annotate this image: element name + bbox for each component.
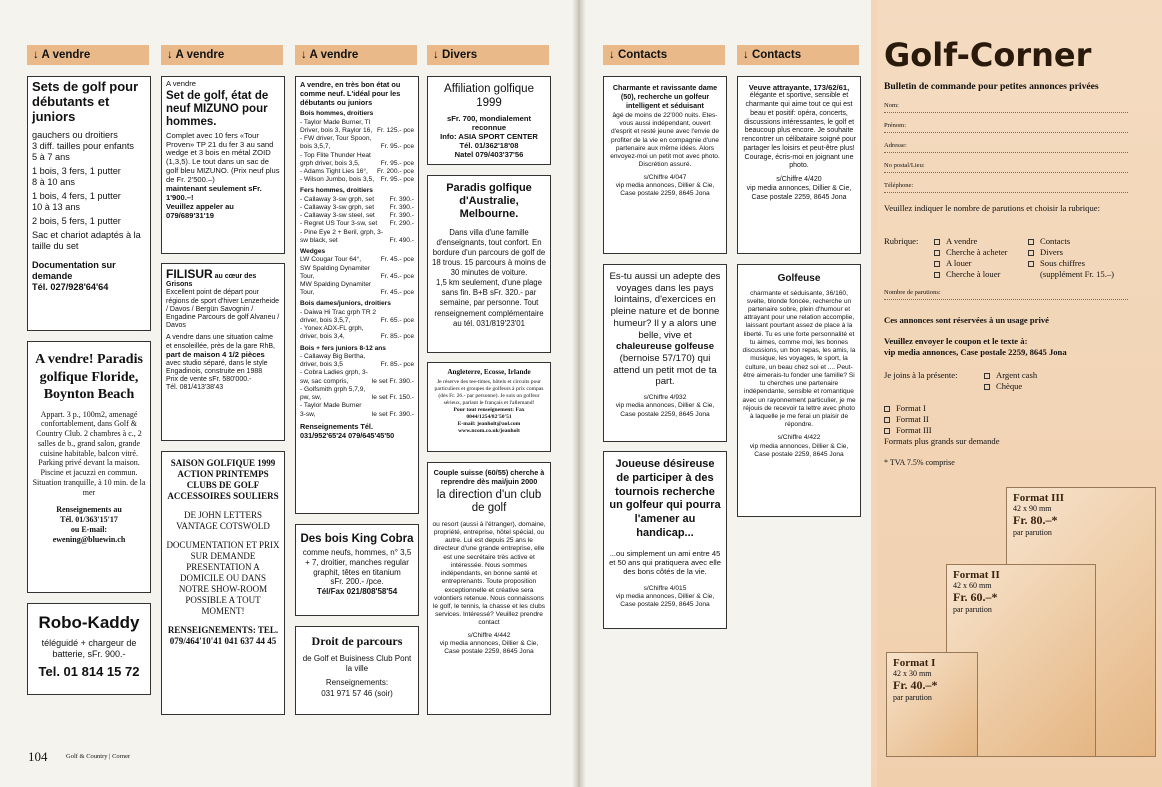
checkbox[interactable] [984,373,990,379]
ad-body: élégante et sportive, sensible et charmante qui aime tout ce qui est beau et positif: opéra, concerts, discussions intéressantes, le golf et beaucoup plus encore. Je souhaite rencontrer un célibataire soigné pour partager les loisirs et peut-être plus! Courage, écris-moi en joignant une photo. [742,92,857,170]
form-field[interactable] [884,99,1128,113]
ad-body: (bernoise 57/170) qui attend un petit mot de ta part. [613,352,717,388]
nb-parutions-field[interactable] [884,286,1128,300]
ad-body: DOCUMENTATION ET PRIX SUR DEMANDE PRESENTATION A DOMICILE OU DANS NOTRE SHOW-ROOM POSSIBLE A TOUT MOMENT! [166,539,280,616]
ad-contact: Pour tout renseignement: Fax 0044/1254/82'50'51 [453,406,525,420]
format-size: 42 x 60 mm [953,581,992,590]
list-item-price: Fr. 45.- pce [380,272,414,280]
checkbox[interactable] [884,406,890,412]
list-item-price: Fr. 390.- [389,212,414,220]
ad-body: Es-tu aussi un adepte des voyages dans les pays lointains, d'exercices en pleine nature et de bonne humeur? Il y a alors une belle, vive et [609,271,721,341]
ad-contact: Renseignements au [56,505,122,515]
ad-info: Info: ASIA SPORT CENTER [440,131,538,141]
ad-tel: Tél. 027/928'64'64 [32,282,109,293]
ad-title: SAISON GOLFIQUE 1999 ACTION PRINTEMPS CLUBS DE GOLF ACCESSOIRES SOULIERS [167,458,279,501]
list-item-name: - Callaway 3-sw grph, set [300,203,375,211]
tab-contacts-1: ↓ Contacts [603,45,725,65]
list-item [300,353,414,369]
ad-address: vip media annonces, Dillier & Cie, Case postale 2259, 8645 Jona [746,184,852,201]
list-item [300,119,414,135]
form-field-label: Adresse: [884,142,907,149]
ad-title: Set de golf, état de neuf MIZUNO pour hommes. [166,89,269,128]
form-field-label: No postal/Lieu: [884,162,925,169]
list-item [300,386,414,402]
page-gutter [572,0,586,787]
ad-contact: ou E-mail: [70,524,108,534]
form-send-1: Veuillez envoyer le coupon et le texte à: [884,336,1028,346]
ad-bold: part de maison 4 1/2 pièces [166,349,265,359]
list-item-price: Fr. 65.- pce [380,316,414,324]
list-item-price: Fr. 490.- [389,236,414,244]
ad-ref: s/Chiffre 4/047 [643,173,687,181]
list-item [300,196,414,204]
checkbox-label: Format I [896,403,926,413]
list-item-name: - Callaway Big Bertha, driver, bois 3,5 [300,352,366,369]
ad-line: 2 bois, 5 fers, 1 putter [32,216,121,227]
ad-doc: Documentation sur demande [32,260,116,282]
ad-body: Dans villa d'une famille d'enseignants, tout confort. En bordure d'un parcours de golf de 18 trous. 15 parcours à moins de 30 minutes de voiture. [432,227,546,278]
checkbox-option[interactable] [884,403,932,414]
ad-australie [427,175,551,353]
formats-note: Formats plus grands sur demande [884,436,1000,446]
checkbox-label: Sous chiffres [1040,258,1085,268]
form-field[interactable] [884,119,1128,133]
list-item [300,369,414,385]
nb-parutions-label: Nombre de parutions: [884,289,941,296]
ad-affiliation [427,76,551,165]
ad-contact: RENSEIGNEMENTS: TEL. 079/464'10'41 041 637 44 45 [167,624,279,646]
club-list [300,110,414,418]
checkbox-option[interactable] [934,236,1008,247]
checkbox-label: Cherche à acheter [946,247,1008,257]
tab-divers: ↓ Divers [427,45,549,65]
ad-ref: s/Chiffre 4/422 [777,434,821,442]
ad-body: A vendre dans une situation calme et ensoleillée, près de la gare RhB, [166,334,275,350]
ad-title: Affiliation golfique 1999 [444,83,534,109]
checkbox-label: A vendre [946,236,978,246]
ad-address: vip media annonces, Dillier & Cie, Case postale 2259, 8645 Jona [749,442,849,458]
checkbox-option[interactable] [1028,236,1114,247]
ad-website: www.ncom.co.uk/jeanholt [458,427,520,434]
ad-ref: s/Chiffre 4/442 [467,631,511,639]
list-item-name: - Daiwa Hi Trac grph TR 2 driver, bois 3,5,7, [300,308,377,324]
list-item-price: Fr. 95.- pce [380,159,414,167]
format-options [884,403,932,436]
ad-price: maintenant seulement sFr. 1'900.–! [166,184,262,203]
list-item-price: Fr. 390.- [389,195,414,203]
checkbox[interactable] [934,239,940,245]
format-size: 42 x 90 mm [1013,504,1052,513]
format-unit: par parution [953,605,992,614]
checkbox-option[interactable] [1028,247,1114,258]
list-item [300,220,414,228]
checkbox[interactable] [1028,239,1034,245]
format-name: Format III [1013,492,1065,504]
ad-joueuse [603,451,727,629]
checkbox[interactable] [884,428,890,434]
checkbox-option[interactable] [934,258,1008,269]
list-section-title: Bois dames/juniors, droitiers [300,300,391,308]
ad-address: vip media annonces, Dillier & Cie, Case postale 2259, 8645 Jona [615,402,715,418]
checkbox[interactable] [934,250,940,256]
list-item-name: - Top Flite Thunder Heat grph driver, bois 3,5, [300,151,371,167]
checkbox-option[interactable] [934,269,1008,280]
checkbox-option[interactable] [1028,269,1114,280]
ad-robo-kaddy [27,603,151,695]
ad-email: ewening@bluewin.ch [52,534,126,544]
ad-kicker: A vendre [166,79,196,88]
ad-ref: s/Chiffre 4/420 [776,176,822,184]
format-name: Format I [893,657,936,669]
ad-title: Sets de golf pour débutants et juniors [32,79,139,124]
list-section-title: Wedges [300,248,326,256]
tab-a-vendre-3: ↓ A vendre [295,45,417,65]
ad-headline: la direction d'un club de golf [436,489,542,515]
ad-mizuno [161,76,285,254]
form-subtitle: Bulletin de commande pour petites annonces privées [884,81,1099,92]
ad-address: vip media annonces, Dillier & Cie, Case postale 2259, 8645 Jona [439,639,539,656]
list-item-name: - Golfsmith grph 5,7,9, pw, sw, [300,385,366,402]
tab-a-vendre-1: ↓ A vendre [27,45,149,65]
list-item [300,152,414,168]
list-item-price: le set Fr. 390.- [371,377,414,385]
ad-title: Joueuse désireuse de participer à des tournois recherche un golfeur qui pourra l'amener au handicap... [609,458,721,539]
list-item [300,168,414,176]
tab-contacts-2: ↓ Contacts [737,45,859,65]
ad-droit-de-parcours [295,626,419,715]
checkbox-option[interactable] [984,370,1037,381]
checkbox-label: Format II [896,414,929,424]
ad-body: Appart. 3 p., 100m2, amenagé confortablement, dans Golf & Country Club. 2 chambres à c., 2 salles de b., grand salon, grande cuisine habitable, balcon vitré. Parking privé devant la maison. Piscine et jacuzzi en commun. Situation tranquille, à 10 min. de la mer [32,409,146,497]
ad-contact: Renseignements: [325,678,389,688]
ad-tel: Tel. 01 814 15 72 [38,663,140,679]
checkbox-label: A louer [946,258,972,268]
list-item-price: Fr. 290.- [389,220,414,228]
list-item [300,256,414,264]
list-item [300,309,414,325]
list-item-name: LW Cougar Tour 64°, [300,256,362,264]
ad-title-2: au cœur des Grisons [166,273,257,289]
ad-es-tu [603,264,727,442]
ad-filisur [161,263,285,441]
ad-line: 1 bois, 3 fers, 1 putter [32,165,121,176]
list-item-price: Fr. 85.- pce [380,333,414,341]
list-item-price: le set Fr. 150.- [371,394,414,402]
list-item-price: Fr. 95.- pce [380,176,414,184]
checkbox[interactable] [984,384,990,390]
list-item-name: - Taylor Made Burner 3-sw, [300,402,362,418]
format-price: Fr. 60.–* [953,590,998,604]
tva-note: * TVA 7.5% comprise [884,458,955,467]
format-size: 42 x 30 mm [893,669,932,678]
ad-line: 8 à 10 ans [32,176,75,187]
ad-club-list [295,76,419,514]
ad-title: Veuve attrayante, 173/62/61, [748,83,850,92]
ad-body: Excellent point de départ pour régions de sport d'hiver Lenzerheide / Davos / Bergün Savognin / Engadine Parcours de golf Alvaneu / Davos [166,289,280,330]
ad-line: 10 à 13 ans [32,202,81,212]
checkbox-label: (supplément Fr. 15.–) [1040,269,1114,279]
ad-title: Couple suisse (60/55) cherche à reprendre dès mai/juin 2000 [433,468,545,487]
page-number: 104 [28,749,48,764]
ad-body: avec studio séparé, dans le style Engadinois, construite en 1988 [166,359,268,375]
checkbox[interactable] [1028,250,1034,256]
list-item-name: MW Spalding Dynamiter Tour, [300,281,372,297]
checkbox[interactable] [934,272,940,278]
ad-paradis-floride [27,341,151,593]
ad-body: comme neufs, hommes, n° 3,5 + 7, droitier, manches regular graphit, têtes en titanium [302,548,412,577]
list-item [300,402,414,418]
ad-line: 5 à 7 ans [32,151,70,162]
ad-saison-golfique [161,451,285,715]
checkbox-label: Argent cash [996,370,1038,380]
ad-title: Droit de parcours [311,634,403,648]
ad-address: vip media annonces, Dillier & Cie, Case postale 2259, 8645 Jona [615,181,715,198]
form-field[interactable] [884,179,1128,193]
list-item-name: - Pine Eye 2 + Beril, grph, 3-sw black, set [300,228,384,244]
ad-address: vip media annonces, Dillier & Cie, Case postale 2259, 8645 Jona [615,593,715,609]
ad-body: de Golf et Buisiness Club Pont la ville [302,653,412,673]
ad-title: Paradis golfique d'Australie, Melbourne. [446,182,532,221]
list-item-price: Fr. 200.- pce [376,167,414,175]
ad-price: Prix de vente sFr. 580'000.- [166,375,252,383]
list-item-price: Fr. 45.- pce [380,256,414,264]
form-field-label: Nom: [884,102,899,109]
ad-tel: Tél/Fax 021/808'58'54 [316,587,398,597]
list-item-name: - Regret US Tour 3-sw, set [300,220,378,228]
list-item [300,229,414,245]
ad-title: Robo-Kaddy [38,613,140,632]
ad-price: sFr. 200.- /pce. [330,577,384,587]
ad-line: 1 bois, 4 fers, 1 putter [32,190,121,201]
form-joins: Je joins à la présente: [884,370,958,380]
list-item-price: le set Fr. 390.- [371,410,414,418]
list-item-name: - Wilson Jumbo, bois 3,5, [300,176,375,184]
ad-body: sFr. 700, mondialement reconnue [447,113,531,132]
ad-title: A vendre, en très bon état ou comme neuf. L'idéal pour les débutants ou juniors [300,80,401,108]
checkbox-option[interactable] [934,247,1008,258]
ad-contact: Tél. 01/363'15'17 [60,515,118,524]
ad-body: 1,5 km seulement, d'une plage sans fin. B+B sFr. 320.- par semaine, par personne. Tout renseignement complémentaire au tél. 031/819'23'01 [434,278,544,328]
ad-tel: 031 971 57 46 (soir) [321,688,393,698]
checkbox-option[interactable] [884,425,932,436]
ad-tel: Tél. 01/362'18'08 [459,140,519,150]
checkbox-option[interactable] [1028,258,1114,269]
ad-contact: Renseignements Tél. 031/952'65'24 079/645'45'50 [300,421,395,440]
list-item-name: - Callaway 3-sw grph, set [300,195,375,203]
ad-ref: s/Chiffre 4/015 [643,584,687,592]
list-item [300,265,414,281]
ad-sets-de-golf [27,76,151,331]
list-item-price: Fr. 95.- pce [380,143,414,151]
ad-email: E-mail: jeanholt@aol.com [457,420,521,427]
ad-body: charmante et séduisante, 36/160, svelte, blonde foncée, recherche un partenaire sobre, plein d'humour et attrayant pour une relation accomplie, laissant pourtant assez de place à la liberté. Tu es une forte personnalité et tu aimes, comme moi, les bonnes discussions, un bon repas, les amis, la musique, les voyages, le sport, la culture, un beau chez soi et .... Peut-être aimerais-tu fonder une famille? Si tu cherches une partenaire indépendante, sensible et romantique avec un rayonnement particulier, je me réjouis de recevoir ta lettre avec photo à laquelle je me ferai un plaisir de répondre. [742,289,856,429]
magazine-name: Golf & Country | Corner [66,753,131,760]
form-field-label: Prénom: [884,122,907,129]
list-item-price: Fr. 125.- pce [376,126,414,134]
rubrique-label: Rubrique: [884,236,919,246]
ad-title: FILISUR [166,267,213,281]
list-item [300,135,414,151]
list-item-name: SW Spalding Dynamiter Tour, [300,264,370,280]
format-1-box [886,652,978,757]
form-title: Golf-Corner [884,36,1092,74]
list-item [300,212,414,220]
ad-ref: s/Chiffre 4/932 [643,394,687,402]
list-item-price: Fr. 390.- [389,203,414,211]
list-item-name: - Callaway 3-sw steel, set [300,212,375,220]
list-item [300,204,414,212]
ad-highlight: chaleureuse golfeuse [615,341,715,353]
checkbox-option[interactable] [984,381,1037,392]
list-section-title: Bois + fers juniors 8-12 ans [300,344,386,352]
form-send-2: vip media annonces, Case postale 2259, 8645 Jona [884,347,1067,357]
checkbox-option[interactable] [884,414,932,425]
checkbox-label: Format III [896,425,932,435]
list-item [300,281,414,297]
form-field-label: Téléphone: [884,182,914,189]
list-section-title: Bois hommes, droitiers [300,110,374,118]
list-item [300,325,414,341]
rubrique-options-right [1028,236,1114,280]
list-item-name: - Taylor Made Burner, TI Driver, bois 3, Raylor 16, [300,118,373,134]
form-reserved: Ces annonces sont réservées à un usage privé [884,315,1049,325]
ad-title: Des bois King Cobra [300,533,414,545]
ad-body: ou resort (aussi à l'étranger), domaine, propriété, entreprise, hôtel spécial, ou autre. Lui est depuis 25 ans le directeur d'une grande entreprise, elle est une secrétaire très active et intéressée. Nous sommes indépendants, en bonne santé et entreprenants. Toute proposition exceptionnelle et créative sera volontiers retenue. Nous connaissons le golf, le tennis, la chasse et les clubs services. Intéressé? Veuillez prendre contact [432,520,546,627]
ad-natel: Natel 079/403'37'56 [454,150,524,160]
list-item-price: Fr. 45.- pce [380,289,414,297]
checkbox-label: Contacts [1040,236,1071,246]
ad-line: 3 diff. tailles pour enfants [32,140,134,151]
ad-brands: DE JOHN LETTERS VANTAGE COTSWOLD [176,509,270,531]
ad-call: Veuillez appeler au 079/689'31'19 [166,202,234,221]
list-item-name: - Yonex ADX-FL grph, driver, bois 3,4, [300,325,364,341]
list-item-name: - Cobra Ladies grph, 3-sw, sac compris, [300,369,368,385]
ad-body: Je réserve des tee-times, hôtels et circuits pour particuliers et groupes de golfeurs à prix compas (dès Fr. 26.- par personne). Je suis un golfeur sérieux, parlant le français et l'allemand! [434,379,544,406]
checkbox-label: Cherche à louer [946,269,1001,279]
ad-angleterre [427,362,551,452]
ad-title: A vendre! Paradis golfique Floride, Boynton Beach [35,352,143,402]
ad-golfeuse [737,264,861,517]
payment-options [984,370,1037,392]
list-item-name: - FW driver, Tour Spoon, bois 3,5,7, [300,135,372,151]
ad-body: âgé de moins de 22'000 nuits. Etes-vous aussi indépendant, ouvert d'esprit et resté jeune avec l'envie de profiter de la vie en compagnie d'une partenaire aux même idées. Alors envoyez-moi un petit mot avec photo. Discrétion assuré. [610,112,720,169]
form-fields [884,99,1128,199]
ad-charmante [603,76,727,254]
list-item [300,176,414,184]
ad-body: Complet avec 10 fers «Tour Proven» TP 21 du fer 3 au sand wedge et 3 bois en métal ZOID (1,3,5). Le tout dans un sac de golf bleu MIZUNO. (Prix neuf plus de Fr. 2'500.–) [166,130,280,185]
ad-veuve [737,76,861,254]
form-field[interactable] [884,139,1128,153]
ad-couple-suisse [427,462,551,715]
ad-king-cobra [295,524,419,616]
tab-a-vendre-2: ↓ A vendre [161,45,283,65]
form-field[interactable] [884,159,1128,173]
ad-title: Angleterre, Ecosse, Irlande [447,368,531,376]
ad-body: téléguidé + chargeur de batterie, sFr. 900.- [41,637,137,659]
ad-body: ...ou simplement un ami entre 45 et 50 ans qui pratiquera avec elle des bons côtés de la vie. [609,548,721,577]
ad-tel: Tél. 081/413'38'43 [166,384,224,392]
format-price: Fr. 40.–* [893,678,938,692]
checkbox[interactable] [934,261,940,267]
format-name: Format II [953,569,1000,581]
list-item-name: - Adams Tight Lies 16°, [300,167,368,175]
ad-line: gauchers ou droitiers [32,129,118,140]
ad-line: Sac et chariot adaptés à la taille du set [32,230,141,252]
list-section-title: Fers hommes, droitiers [300,187,373,195]
checkbox[interactable] [884,417,890,423]
ad-title: Golfeuse [777,273,821,284]
format-unit: par parution [1013,528,1052,537]
checkbox[interactable] [1028,261,1034,267]
format-unit: par parution [893,693,932,702]
format-price: Fr. 80.–* [1013,513,1058,527]
form-instructions: Veuillez indiquer le nombre de parutions et choisir la rubrique: [884,203,1100,213]
ad-title: Charmante et ravissante dame (50), recherche un golfeur intelligent et séduisant [612,83,718,110]
list-item-price: Fr. 85.- pce [380,361,414,369]
checkbox-label: Divers [1040,247,1063,257]
rubrique-options-left [934,236,1008,280]
checkbox-label: Chèque [996,381,1023,391]
